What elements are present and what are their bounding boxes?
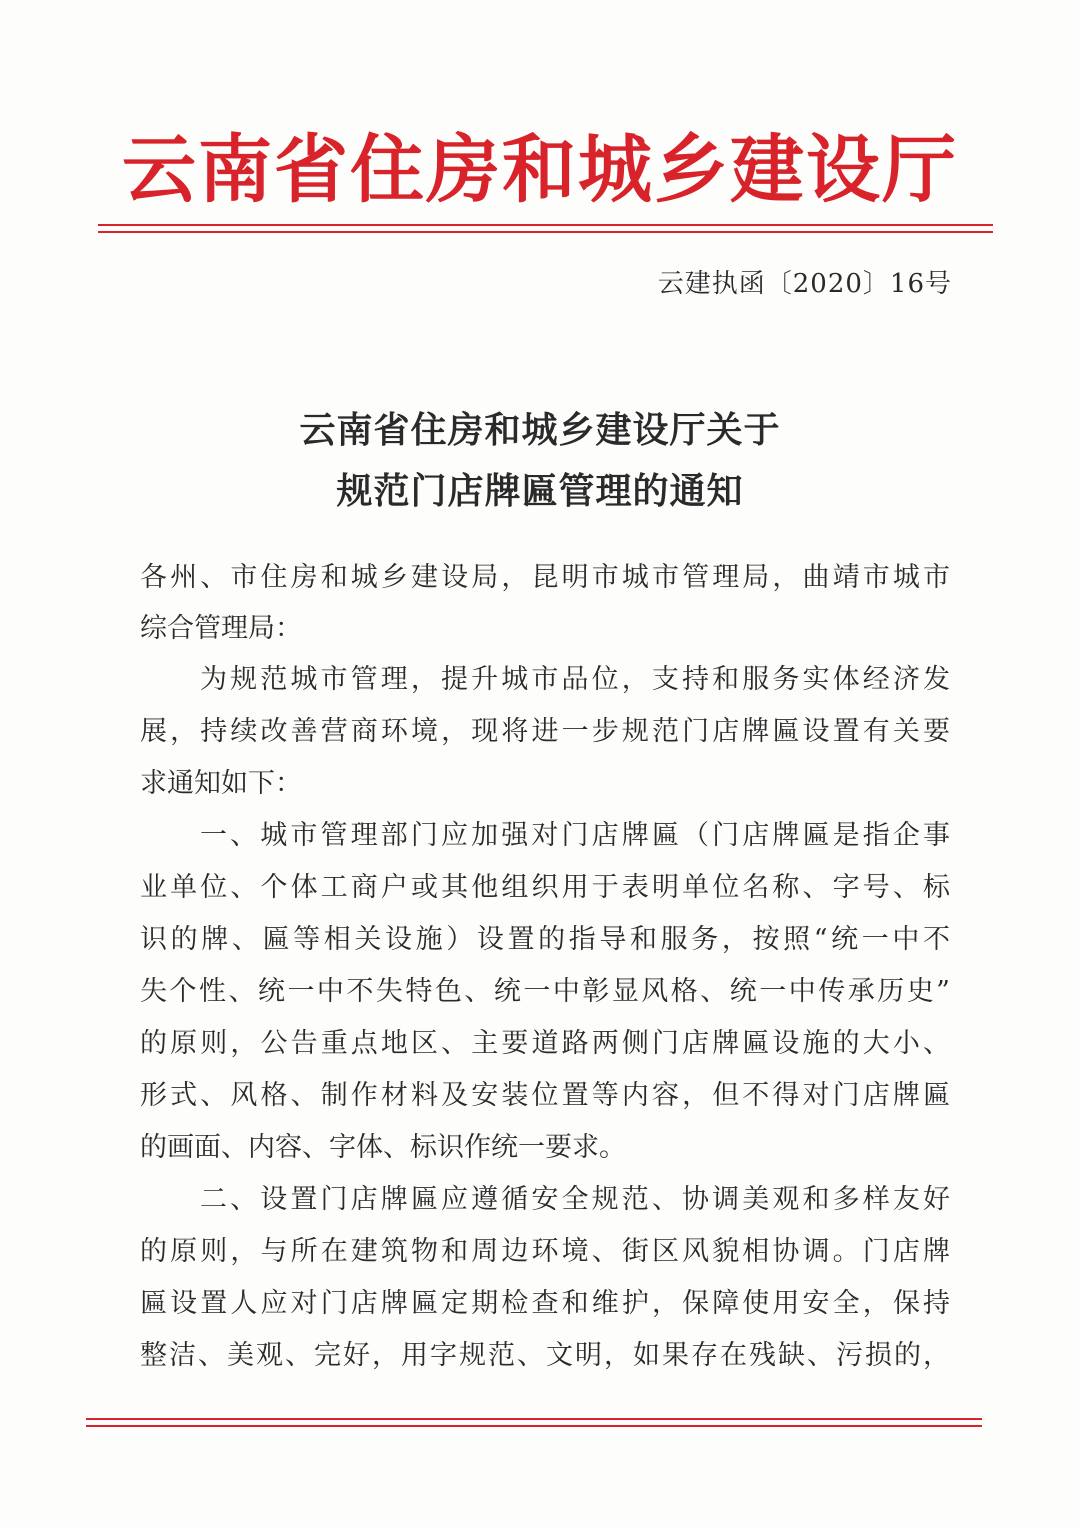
body-line: 的原则，与所在建筑物和周边环境、街区风貌相协调。门店牌 — [140, 1236, 950, 1267]
body-line: 失个性、统一中不失特色、统一中彰显风格、统一中传承历史” — [140, 976, 950, 1007]
body-line: 匾设置人应对门店牌匾定期检查和维护，保障使用安全，保持 — [140, 1288, 950, 1319]
body-line: 业单位、个体工商户或其他组织用于表明单位名称、字号、标 — [140, 872, 950, 903]
body-line: 综合管理局： — [140, 613, 302, 644]
document-title-line-1: 云南省住房和城乡建设厅关于 — [299, 409, 781, 451]
footer-divider-bottom — [86, 1425, 982, 1427]
body-line: 识的牌、匾等相关设施）设置的指导和服务，按照“统一中不 — [140, 924, 950, 955]
masthead-divider-bottom — [98, 231, 993, 233]
body-line: 的原则，公告重点地区、主要道路两侧门店牌匾设施的大小、 — [140, 1028, 950, 1059]
body-line: 各州、市住房和城乡建设局，昆明市城市管理局，曲靖市城市 — [140, 562, 950, 593]
body-line: 整洁、美观、完好，用字规范、文明，如果存在残缺、污损的， — [140, 1340, 950, 1371]
body-line: 形式、风格、制作材料及安装位置等内容，但不得对门店牌匾 — [140, 1080, 950, 1111]
body-line: 一、城市管理部门应加强对门店牌匾（门店牌匾是指企事 — [200, 820, 950, 851]
agency-masthead: 云南省住房和城乡建设厅 — [122, 127, 958, 213]
body-line: 求通知如下： — [140, 768, 302, 799]
body-line: 的画面、内容、字体、标识作统一要求。 — [140, 1132, 626, 1163]
document-number: 云建执函〔2020〕16号 — [657, 269, 952, 299]
body-line: 展，持续改善营商环境，现将进一步规范门店牌匾设置有关要 — [140, 716, 950, 747]
masthead-divider-top — [98, 224, 993, 226]
document-title-line-2: 规范门店牌匾管理的通知 — [336, 470, 744, 512]
footer-divider-top — [86, 1418, 982, 1420]
body-line: 二、设置门店牌匾应遵循安全规范、协调美观和多样友好 — [200, 1184, 950, 1215]
body-line: 为规范城市管理，提升城市品位，支持和服务实体经济发 — [200, 664, 950, 695]
